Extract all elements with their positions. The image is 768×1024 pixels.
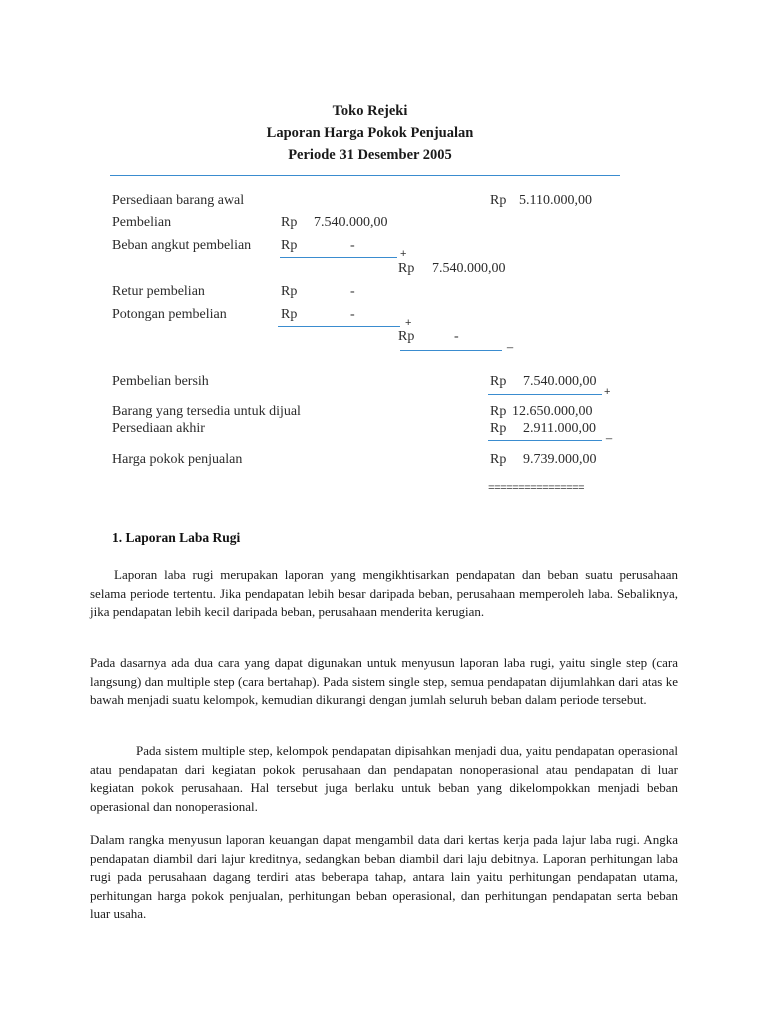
rp-beban-angkut: Rp bbox=[281, 238, 298, 253]
row-label-persediaan-akhir: Persediaan akhir bbox=[112, 421, 205, 436]
value-retur: - bbox=[350, 284, 355, 299]
row-label-tersedia: Barang yang tersedia untuk dijual bbox=[112, 404, 301, 419]
rp-pembelian: Rp bbox=[281, 215, 298, 230]
double-underline-hpp: ================ bbox=[488, 483, 585, 495]
value-tersedia: 12.650.000,00 bbox=[512, 404, 593, 419]
minus-sign-akhir: _ bbox=[606, 428, 613, 440]
row-label-potongan: Potongan pembelian bbox=[112, 307, 227, 322]
value-pembelian-bersih: 7.540.000,00 bbox=[523, 374, 597, 389]
rp-persediaan-akhir: Rp bbox=[490, 421, 507, 436]
row-label-retur: Retur pembelian bbox=[112, 284, 205, 299]
value-subtotal-pembelian: 7.540.000,00 bbox=[432, 261, 506, 276]
plus-sign-pengurang: + bbox=[405, 317, 412, 329]
value-pembelian: 7.540.000,00 bbox=[314, 215, 388, 230]
underline-subtotal-pengurang bbox=[400, 350, 502, 351]
value-potongan: - bbox=[350, 307, 355, 322]
rp-subtotal-pembelian: Rp bbox=[398, 261, 415, 276]
value-persediaan-awal: 5.110.000,00 bbox=[519, 193, 592, 208]
value-subtotal-pengurang: - bbox=[454, 329, 459, 344]
value-hpp: 9.739.000,00 bbox=[523, 452, 597, 467]
underline-persediaan-akhir bbox=[488, 440, 602, 441]
paragraph-4: Dalam rangka menyusun laporan keuangan dapat mengambil data dari kertas kerja pada lajur laba rugi. Angka pendapatan diambil dari lajur kreditnya, sedangkan beban diambil dari laju debitnya. Laporan perhitungan laba rugi pada perusahaan dagang terdiri atas beberapa tahap, antara lain yaitu perhitungan pendapatan utama, perhitungan harga pokok penjualan, perhitungan beban operasional, dan perhitungan pendapatan serta beban luar usaha. bbox=[90, 832, 678, 921]
rp-subtotal-pengurang: Rp bbox=[398, 329, 415, 344]
row-label-pembelian-bersih: Pembelian bersih bbox=[112, 374, 209, 389]
row-label-beban-angkut: Beban angkut pembelian bbox=[112, 238, 252, 253]
rp-pembelian-bersih: Rp bbox=[490, 374, 507, 389]
minus-sign-pengurang: _ bbox=[507, 337, 514, 349]
plus-sign-bersih: + bbox=[604, 386, 611, 398]
company-name: Toko Rejeki bbox=[332, 103, 408, 119]
row-label-persediaan-awal: Persediaan barang awal bbox=[112, 193, 245, 208]
plus-sign-pembelian: + bbox=[400, 248, 407, 260]
paragraph-1: Laporan laba rugi merupakan laporan yang mengikhtisarkan pendapatan dan beban suatu perusahaan selama periode tertentu. Jika pendapatan lebih besar daripada beban, perusahaan memperoleh laba. Sebaliknya, jika pendapatan lebih kecil daripada beban, perusahaan menderita kerugian. bbox=[90, 567, 678, 619]
rp-tersedia: Rp bbox=[490, 404, 507, 419]
underline-pembelian-bersih bbox=[488, 394, 602, 395]
underline-pengurang-group bbox=[278, 326, 400, 327]
value-persediaan-akhir: 2.911.000,00 bbox=[523, 421, 596, 436]
rp-hpp: Rp bbox=[490, 452, 507, 467]
report-title: Laporan Harga Pokok Penjualan bbox=[266, 125, 474, 141]
rp-persediaan-awal: Rp bbox=[490, 193, 507, 208]
row-label-hpp: Harga pokok penjualan bbox=[112, 452, 243, 467]
paragraph-3: Pada sistem multiple step, kelompok pendapatan dipisahkan menjadi dua, yaitu pendapatan operasional atau pendapatan dari kegiatan pokok perusahaan dan pendapatan nonoperasional atau pendapatan di luar kegiatan pokok perusahaan. Hal tersebut juga berlaku untuk beban yang dikelompokkan menjadi beban operasional dan nonoperasional. bbox=[90, 743, 678, 814]
underline-pembelian-group bbox=[280, 257, 397, 258]
report-period: Periode 31 Desember 2005 bbox=[288, 147, 452, 163]
section-title: 1. Laporan Laba Rugi bbox=[112, 530, 241, 545]
rp-potongan: Rp bbox=[281, 307, 298, 322]
rp-retur: Rp bbox=[281, 284, 298, 299]
row-label-pembelian: Pembelian bbox=[112, 215, 172, 230]
value-beban-angkut: - bbox=[350, 238, 355, 253]
paragraph-2: Pada dasarnya ada dua cara yang dapat digunakan untuk menyusun laporan laba rugi, yaitu single step (cara langsung) dan multiple step (cara bertahap). Pada sistem single step, semua pendapatan dijumlahkan dari atas ke bawah menjadi suatu kelompok, kemudian dikurangi dengan jumlah seluruh beban dalam periode tersebut. bbox=[90, 655, 678, 707]
header-divider bbox=[110, 175, 620, 176]
